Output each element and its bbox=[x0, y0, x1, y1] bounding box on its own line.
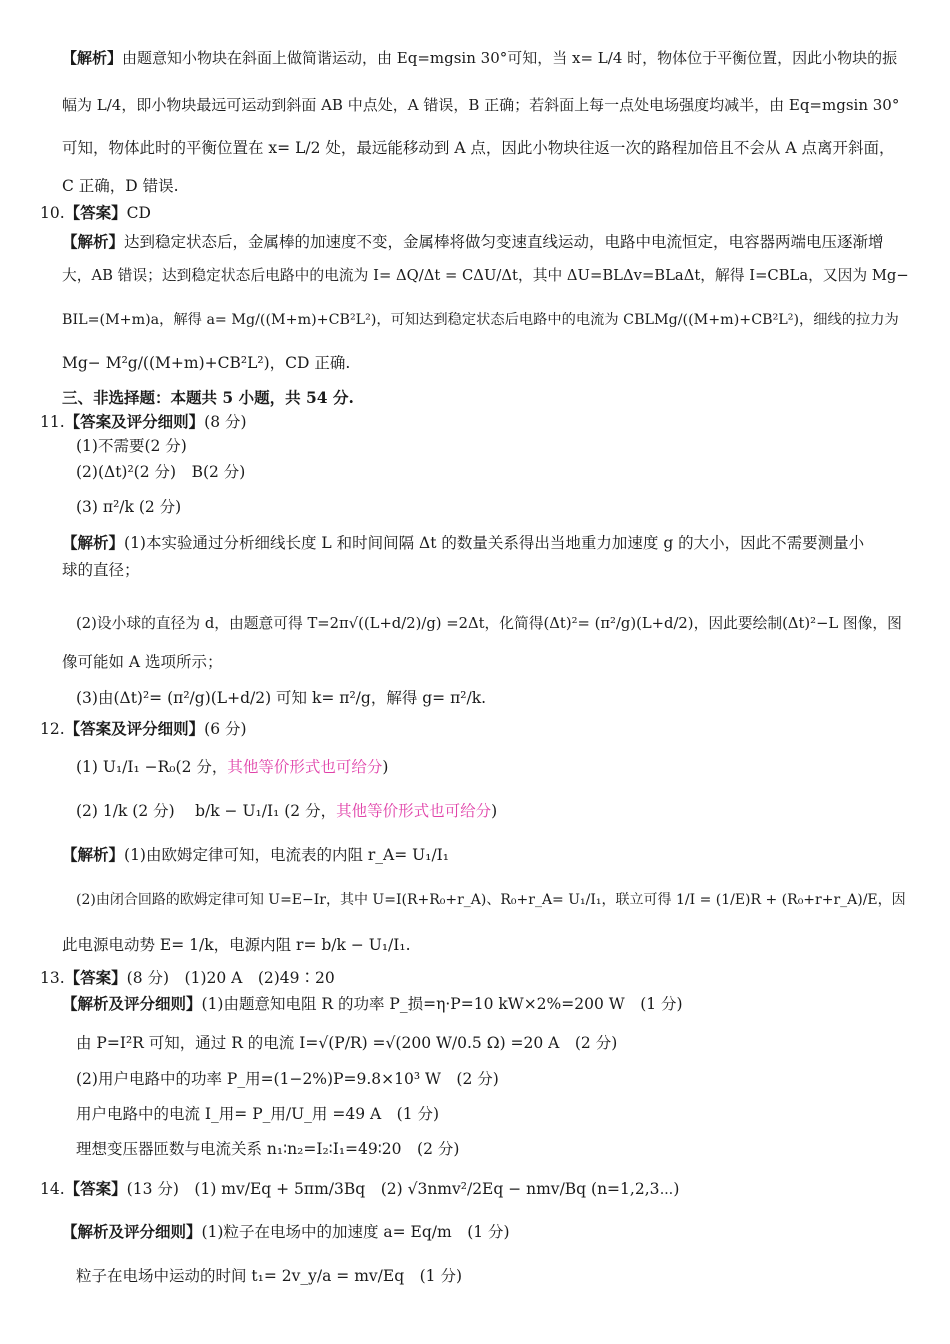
text-line bbox=[62, 138, 895, 158]
text-line bbox=[62, 48, 897, 68]
line-text: 理想变压器匝数与电流关系 n₁∶n₂=I₂∶I₁=49∶20 (2 分) bbox=[76, 1140, 460, 1158]
line-text: (8 分) bbox=[204, 413, 247, 431]
section-label: 【解析】 bbox=[62, 49, 123, 67]
text-line bbox=[62, 353, 350, 373]
line-text: (1)本实验通过分析细线长度 L 和时间间隔 Δt 的数量关系得出当地重力加速度 g 的大小，因此不需要测量小 bbox=[124, 534, 865, 552]
line-text: (2)用户电路中的功率 P_用=(1−2%)P=9.8×10³ W (2 分) bbox=[76, 1070, 499, 1088]
text-line bbox=[62, 845, 449, 865]
line-text: 用户电路中的电流 I_用= P_用/U_用 =49 A (1 分) bbox=[76, 1105, 440, 1123]
text-line bbox=[76, 1139, 459, 1159]
line-text: 11. bbox=[40, 413, 65, 431]
line-text: 幅为 L/4，即小物块最远可运动到斜面 AB 中点处，A 错误，B 正确；若斜面上每一点处电场强度均减半，由 Eq=mgsin 30° bbox=[62, 96, 900, 114]
line-text: (3) π²/k (2 分) bbox=[76, 498, 182, 516]
section-label: 【答案】 bbox=[64, 968, 127, 987]
line-text: (2)由闭合回路的欧姆定律可知 U=E−Ir，其中 U=I(R+R₀+r_A)、R₀+r_A= U₁/I₁，联立可得 1/I = (1/E)R + (R₀+r+r_A)/E，因 bbox=[76, 892, 906, 908]
line-text: 可知，物体此时的平衡位置在 x= L/2 处，最远能移动到 A 点，因此小物块往返一次的路程加倍且不会从 A 点离开斜面， bbox=[62, 139, 895, 157]
text-line bbox=[76, 1104, 439, 1124]
section-label: 【解析及评分细则】 bbox=[62, 1222, 202, 1241]
line-text: (1)不需要(2 分) bbox=[76, 437, 187, 455]
text-line bbox=[62, 266, 909, 286]
line-text: 10. bbox=[40, 204, 65, 222]
line-text: 像可能如 A 选项所示； bbox=[62, 653, 223, 671]
text-line bbox=[76, 1069, 499, 1089]
text-line bbox=[62, 652, 223, 672]
line-text: 粒子在电场中运动的时间 t₁= 2v_y/a = mv/Eq (1 分) bbox=[76, 1267, 463, 1285]
line-text: Mg− M²g/((M+m)+CB²L²)，CD 正确. bbox=[62, 354, 351, 372]
line-text: (13 分) (1) mv/Eq + 5πm/3Bq (2) √3nmv²/2Eq − nmv/Bq (n=1,2,3⋯) bbox=[126, 1180, 680, 1198]
section-label: 【答案】 bbox=[64, 1179, 127, 1198]
text-line bbox=[76, 890, 906, 910]
text-line bbox=[76, 436, 187, 456]
text-line bbox=[62, 560, 140, 580]
line-text: (6 分) bbox=[204, 720, 247, 738]
section-label: 三、非选择题：本题共 5 小题，共 54 分. bbox=[62, 388, 354, 407]
line-text: 球的直径； bbox=[62, 561, 140, 579]
section-label: 【解析】 bbox=[62, 533, 125, 552]
line-text: 此电源电动势 E= 1/k，电源内阻 r= b/k − U₁/I₁. bbox=[62, 936, 411, 954]
line-text: 达到稳定状态后，金属棒的加速度不变，金属棒将做匀变速直线运动，电路中电流恒定，电容器两端电压逐渐增 bbox=[124, 233, 884, 251]
line-text: (2)(Δt)²(2 分) B(2 分) bbox=[76, 463, 246, 481]
line-text: (2) 1/k (2 分) b/k − U₁/I₁ (2 分， bbox=[76, 802, 337, 820]
text-line bbox=[76, 1033, 617, 1053]
grading-note: 其他等价形式也可给分 bbox=[227, 758, 383, 776]
text-line bbox=[76, 462, 245, 482]
text-line bbox=[62, 232, 884, 252]
text-line bbox=[40, 968, 335, 988]
line-text: (1)粒子在电场中的加速度 a= Eq/m (1 分) bbox=[201, 1223, 510, 1241]
text-line bbox=[62, 533, 864, 553]
text-line bbox=[76, 757, 388, 777]
text-line bbox=[40, 412, 247, 432]
grading-note: 其他等价形式也可给分 bbox=[336, 802, 492, 820]
section-label: 【解析】 bbox=[62, 845, 125, 864]
line-text: 13. bbox=[40, 969, 65, 987]
text-line bbox=[62, 176, 179, 196]
text-line bbox=[76, 801, 497, 821]
text-line bbox=[62, 388, 354, 408]
line-text: CD bbox=[126, 204, 151, 222]
line-text: 由题意知小物块在斜面上做简谐运动，由 Eq=mgsin 30°可知，当 x= L/4 时，物体位于平衡位置，因此小物块的振 bbox=[122, 49, 898, 67]
line-text: 大，AB 错误；达到稳定状态后电路中的电流为 I= ΔQ/Δt = CΔU/Δt，其中 ΔU=BLΔv=BLaΔt，解得 I=CBLa，又因为 Mg− bbox=[62, 267, 909, 284]
section-label: 【解析及评分细则】 bbox=[62, 994, 202, 1013]
line-text: C 正确，D 错误. bbox=[62, 177, 179, 195]
text-line bbox=[76, 688, 486, 708]
line-text: (2)设小球的直径为 d，由题意可得 T=2π√((L+d/2)/g) =2Δt，化简得(Δt)²= (π²/g)(L+d/2)，因此要绘制(Δt)²−L 图像，图 bbox=[76, 615, 902, 632]
text-line bbox=[62, 310, 899, 330]
line-text: 12. bbox=[40, 720, 65, 738]
text-line bbox=[76, 614, 902, 634]
text-line bbox=[76, 497, 181, 517]
section-label: 【答案及评分细则】 bbox=[64, 719, 205, 738]
text-line bbox=[62, 935, 411, 955]
text-line bbox=[76, 1266, 462, 1286]
line-text: 14. bbox=[40, 1180, 65, 1198]
text-line bbox=[62, 1222, 510, 1242]
section-label: 【答案及评分细则】 bbox=[64, 412, 205, 431]
text-line bbox=[40, 203, 151, 223]
line-text: (1) U₁/I₁ −R₀(2 分， bbox=[76, 758, 228, 776]
text-line bbox=[62, 994, 683, 1014]
text-line bbox=[62, 95, 899, 115]
line-text: ) bbox=[382, 758, 389, 776]
line-text: (3)由(Δt)²= (π²/g)(L+d/2) 可知 k= π²/g，解得 g= π²/k. bbox=[76, 689, 487, 707]
section-label: 【答案】 bbox=[64, 203, 127, 222]
line-text: (8 分) (1)20 A (2)49∶20 bbox=[126, 969, 335, 987]
text-line bbox=[40, 719, 247, 739]
line-text: (1)由题意知电阻 R 的功率 P_损=η·P=10 kW×2%=200 W (1 分) bbox=[201, 995, 683, 1013]
line-text: ) bbox=[491, 802, 498, 820]
line-text: (1)由欧姆定律可知，电流表的内阻 r_A= U₁/I₁ bbox=[124, 846, 450, 864]
text-line bbox=[40, 1179, 679, 1199]
line-text: BIL=(M+m)a，解得 a= Mg/((M+m)+CB²L²)，可知达到稳定状态后电路中的电流为 CBLMg/((M+m)+CB²L²)，细线的拉力为 bbox=[62, 312, 899, 328]
line-text: 由 P=I²R 可知，通过 R 的电流 I=√(P/R) =√(200 W/0.5 Ω) =20 A (2 分) bbox=[76, 1034, 618, 1052]
section-label: 【解析】 bbox=[62, 232, 125, 251]
